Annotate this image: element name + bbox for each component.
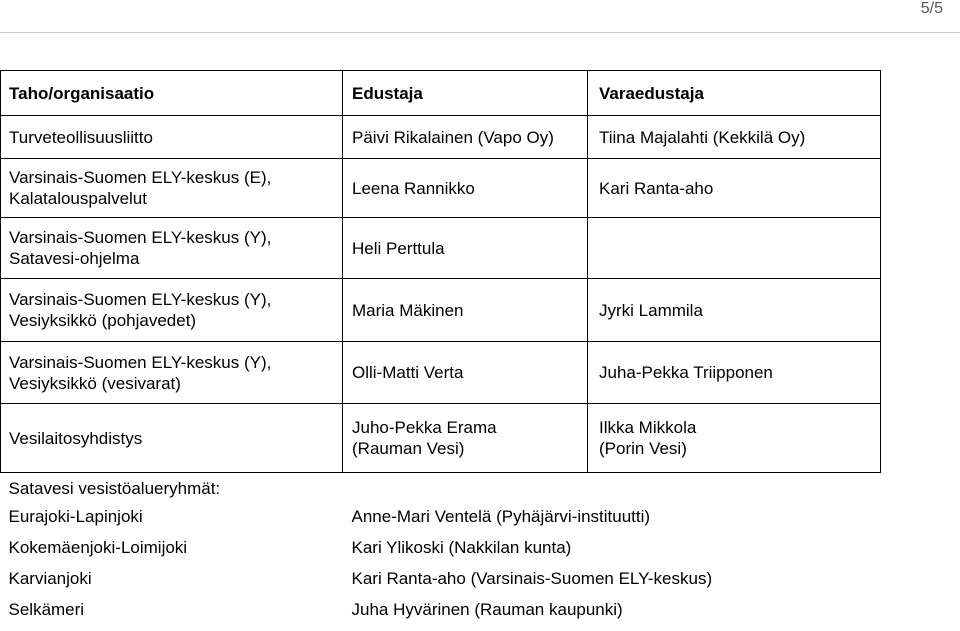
- org-cell: [1, 404, 343, 473]
- deputy-line: Ilkka Mikkola: [599, 418, 696, 437]
- deputy-line: Jyrki Lammila: [599, 301, 703, 320]
- deputy-cell: [588, 116, 881, 159]
- group-area: Kokemäenjoki-Loimijoki: [9, 532, 335, 563]
- rep-cell: [343, 159, 588, 218]
- rep-line: Heli Perttula: [352, 239, 445, 258]
- rep-cell: [343, 342, 588, 404]
- org-cell: [1, 279, 343, 342]
- group-rep: Kari Ranta-aho (Varsinais-Suomen ELY-keskus): [352, 563, 873, 594]
- deputy-cell: [588, 404, 881, 473]
- rep-cell: [343, 218, 588, 279]
- rep-line: Maria Mäkinen: [352, 301, 464, 320]
- deputy-line: (Porin Vesi): [599, 439, 687, 458]
- deputy-cell: [588, 342, 881, 404]
- org-cell: [1, 218, 343, 279]
- table-row: [1, 279, 881, 342]
- groups-row: [1, 473, 881, 631]
- table-row: [1, 342, 881, 404]
- group-rep: Kari Ylikoski (Nakkilan kunta): [352, 532, 873, 563]
- groups-spacer: [352, 476, 873, 501]
- rep-line: Päivi Rikalainen (Vapo Oy): [352, 128, 554, 147]
- table-row: [1, 218, 881, 279]
- rep-cell: [343, 279, 588, 342]
- header-deputy: Varaedustaja: [588, 71, 881, 116]
- deputy-line: Tiina Majalahti (Kekkilä Oy): [599, 128, 805, 147]
- rep-line: Olli-Matti Verta: [352, 363, 463, 382]
- org-line: Satavesi-ohjelma: [9, 249, 139, 268]
- group-area: Eurajoki-Lapinjoki: [9, 501, 335, 532]
- group-area: Karvianjoki: [9, 563, 335, 594]
- deputy-line: Kari Ranta-aho: [599, 179, 713, 198]
- group-area: Selkämeri: [9, 594, 335, 625]
- rep-line: (Rauman Vesi): [352, 439, 464, 458]
- header-representative: Edustaja: [343, 71, 588, 116]
- header-divider: [0, 32, 960, 33]
- org-line: Turveteollisuusliitto: [9, 128, 153, 147]
- rep-line: Leena Rannikko: [352, 179, 475, 198]
- table-row: [1, 159, 881, 218]
- org-line: Varsinais-Suomen ELY-keskus (Y),: [9, 228, 271, 247]
- rep-cell: [343, 404, 588, 473]
- org-line: Varsinais-Suomen ELY-keskus (Y),: [9, 290, 271, 309]
- page-number: 5/5: [921, 0, 943, 18]
- org-line: Vesiyksikkö (vesivarat): [9, 374, 181, 393]
- groups-heading: Satavesi vesistöalueryhmät:: [9, 476, 335, 501]
- table-row: [1, 404, 881, 473]
- deputy-cell: [588, 159, 881, 218]
- org-cell: [1, 159, 343, 218]
- representatives-table: [0, 70, 881, 631]
- org-line: Varsinais-Suomen ELY-keskus (Y),: [9, 353, 271, 372]
- org-line: Vesilaitosyhdistys: [9, 429, 142, 448]
- group-rep: Juha Hyvärinen (Rauman kaupunki): [352, 594, 873, 625]
- org-line: Vesiyksikkö (pohjavedet): [9, 311, 196, 330]
- rep-cell: [343, 116, 588, 159]
- header-organisation: Taho/organisaatio: [1, 71, 343, 116]
- deputy-cell: [588, 279, 881, 342]
- org-line: Kalatalouspalvelut: [9, 189, 147, 208]
- org-line: Varsinais-Suomen ELY-keskus (E),: [9, 168, 271, 187]
- table-row: [1, 116, 881, 159]
- table-header-row: [1, 71, 881, 116]
- deputy-cell: [588, 218, 881, 279]
- group-rep: Anne-Mari Ventelä (Pyhäjärvi-instituutti): [352, 501, 873, 532]
- groups-area-cell: [1, 473, 343, 631]
- rep-line: Juho-Pekka Erama: [352, 418, 497, 437]
- org-cell: [1, 342, 343, 404]
- deputy-line: Juha-Pekka Triipponen: [599, 363, 773, 382]
- groups-rep-cell: [343, 473, 881, 631]
- org-cell: [1, 116, 343, 159]
